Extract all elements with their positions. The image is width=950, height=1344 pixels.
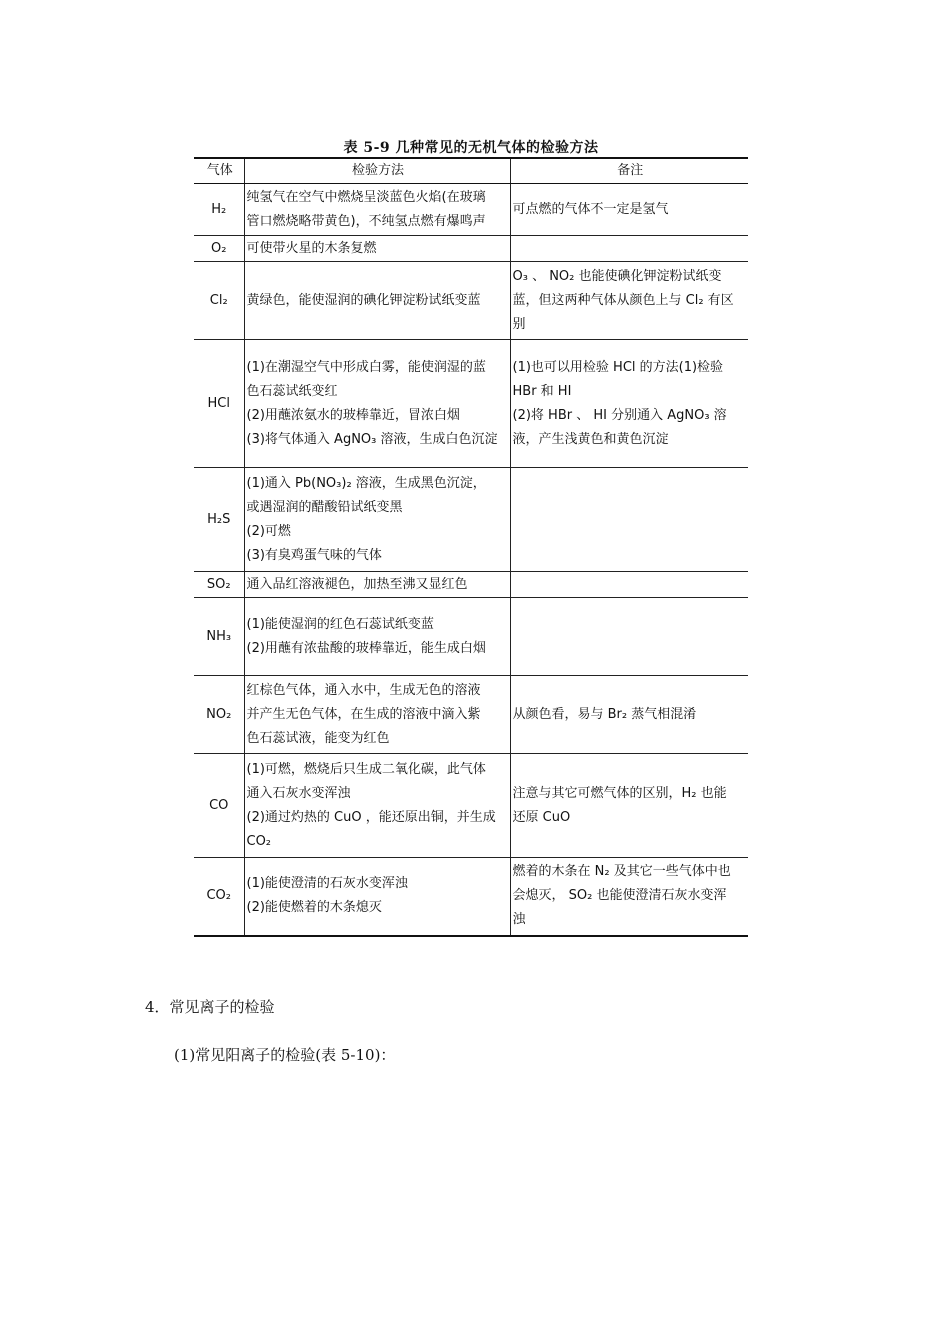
method-line: (2)通过灼热的 CuO ，能还原出铜，并生成 bbox=[246, 809, 496, 825]
method-cell bbox=[244, 468, 510, 572]
method-line: 色石蕊试液，能变为红色 bbox=[246, 730, 390, 746]
header-method: 检验方法 bbox=[244, 158, 510, 184]
gas-cell: NO₂ bbox=[194, 676, 244, 754]
method-line: (3)有臭鸡蛋气味的气体 bbox=[246, 547, 382, 563]
method-cell bbox=[244, 340, 510, 468]
note-line: 燃着的木条在 N₂ 及其它一些气体中也 bbox=[512, 864, 731, 880]
table-row bbox=[194, 676, 748, 754]
table-row bbox=[194, 754, 748, 858]
section-subheading: (1)常见阳离子的检验(表 5-10)： bbox=[174, 1046, 396, 1064]
note-cell bbox=[510, 184, 748, 236]
note-line: (2)将 HBr 、 HI 分别通入 AgNO₃ 溶 bbox=[512, 407, 727, 423]
note-line: 蓝，但这两种气体从颜色上与 Cl₂ 有区 bbox=[512, 292, 734, 308]
method-line: (2)能使燃着的木条熄灭 bbox=[246, 900, 382, 916]
method-line: (2)用蘸浓氨水的玻棒靠近，冒浓白烟 bbox=[246, 407, 460, 423]
note-line: 浊 bbox=[512, 912, 526, 928]
note-cell bbox=[510, 262, 748, 340]
note-line: (1)也可以用检验 HCl 的方法(1)检验 bbox=[512, 359, 724, 375]
method-line: (1)在潮湿空气中形成白雾，能使润湿的蓝 bbox=[246, 359, 486, 375]
gas-cell: SO₂ bbox=[194, 572, 244, 598]
note-line: 别 bbox=[512, 316, 526, 332]
method-line: (1)通入 Pb(NO₃)₂ 溶液，生成黑色沉淀， bbox=[246, 475, 486, 491]
method-line: 通入品红溶液褪色，加热至沸又显红色 bbox=[246, 576, 468, 592]
method-cell bbox=[244, 572, 510, 598]
note-line: O₃ 、 NO₂ 也能使碘化钾淀粉试纸变 bbox=[512, 268, 722, 284]
method-cell bbox=[244, 598, 510, 676]
method-cell bbox=[244, 184, 510, 236]
method-line: 或遇湿润的醋酸铅试纸变黑 bbox=[246, 499, 403, 515]
method-cell bbox=[244, 754, 510, 858]
method-line: (2)可燃 bbox=[246, 523, 291, 539]
method-line: 红棕色气体，通入水中，生成无色的溶液 bbox=[246, 682, 481, 698]
method-line: 通入石灰水变浑浊 bbox=[246, 785, 351, 801]
header-gas: 气体 bbox=[194, 158, 244, 184]
table-row bbox=[194, 340, 748, 468]
table-row bbox=[194, 262, 748, 340]
gas-cell: NH₃ bbox=[194, 598, 244, 676]
note-line: 液，产生浅黄色和黄色沉淀 bbox=[512, 431, 669, 447]
table-title: 表 5-9 几种常见的无机气体的检验方法 bbox=[343, 140, 599, 156]
method-line: (1)能使澄清的石灰水变浑浊 bbox=[246, 876, 408, 892]
table-row bbox=[194, 858, 748, 936]
gas-cell: HCl bbox=[194, 340, 244, 468]
method-line: (1)可燃，燃烧后只生成二氧化碳，此气体 bbox=[246, 761, 486, 777]
method-line: 可使带火星的木条复燃 bbox=[246, 240, 377, 256]
header-note: 备注 bbox=[510, 158, 748, 184]
note-cell bbox=[510, 572, 748, 598]
gas-cell: Cl₂ bbox=[194, 262, 244, 340]
method-line: 并产生无色气体，在生成的溶液中滴入紫 bbox=[246, 706, 481, 722]
note-cell bbox=[510, 754, 748, 858]
table-row bbox=[194, 598, 748, 676]
gas-cell: H₂S bbox=[194, 468, 244, 572]
note-cell bbox=[510, 858, 748, 936]
method-cell bbox=[244, 262, 510, 340]
method-line: (3)将气体通入 AgNO₃ 溶液，生成白色沉淀 bbox=[246, 431, 498, 447]
table-row bbox=[194, 468, 748, 572]
note-line: 还原 CuO bbox=[512, 809, 571, 825]
table-row bbox=[194, 572, 748, 598]
table-row bbox=[194, 236, 748, 262]
note-cell bbox=[510, 236, 748, 262]
note-line: 注意与其它可燃气体的区别，H₂ 也能 bbox=[512, 785, 727, 801]
note-cell bbox=[510, 468, 748, 572]
gas-detection-table bbox=[194, 157, 748, 937]
method-line: (1)能使湿润的红色石蕊试纸变蓝 bbox=[246, 616, 434, 632]
method-line: 纯氢气在空气中燃烧呈淡蓝色火焰(在玻璃 bbox=[246, 189, 486, 205]
method-line: (2)用蘸有浓盐酸的玻棒靠近，能生成白烟 bbox=[246, 640, 486, 656]
method-cell bbox=[244, 858, 510, 936]
note-line: 会熄灭， SO₂ 也能使澄清石灰水变浑 bbox=[512, 888, 727, 904]
note-cell bbox=[510, 598, 748, 676]
note-line: 可点燃的气体不一定是氢气 bbox=[512, 201, 669, 217]
method-cell bbox=[244, 236, 510, 262]
note-cell bbox=[510, 340, 748, 468]
table-header-row bbox=[194, 158, 748, 184]
gas-cell: O₂ bbox=[194, 236, 244, 262]
gas-cell: CO₂ bbox=[194, 858, 244, 936]
note-line: 从颜色看，易与 Br₂ 蒸气相混淆 bbox=[512, 706, 697, 722]
gas-cell: H₂ bbox=[194, 184, 244, 236]
gas-cell: CO bbox=[194, 754, 244, 858]
method-cell bbox=[244, 676, 510, 754]
method-line: 黄绿色，能使湿润的碘化钾淀粉试纸变蓝 bbox=[246, 292, 481, 308]
note-cell bbox=[510, 676, 748, 754]
method-line: 色石蕊试纸变红 bbox=[246, 383, 338, 399]
method-line: 管口燃烧略带黄色)，不纯氢点燃有爆鸣声 bbox=[246, 213, 486, 229]
note-line: HBr 和 HI bbox=[512, 383, 572, 399]
table-row bbox=[194, 184, 748, 236]
method-line: CO₂ bbox=[246, 833, 272, 849]
section-heading: 4．常见离子的检验 bbox=[145, 998, 275, 1016]
